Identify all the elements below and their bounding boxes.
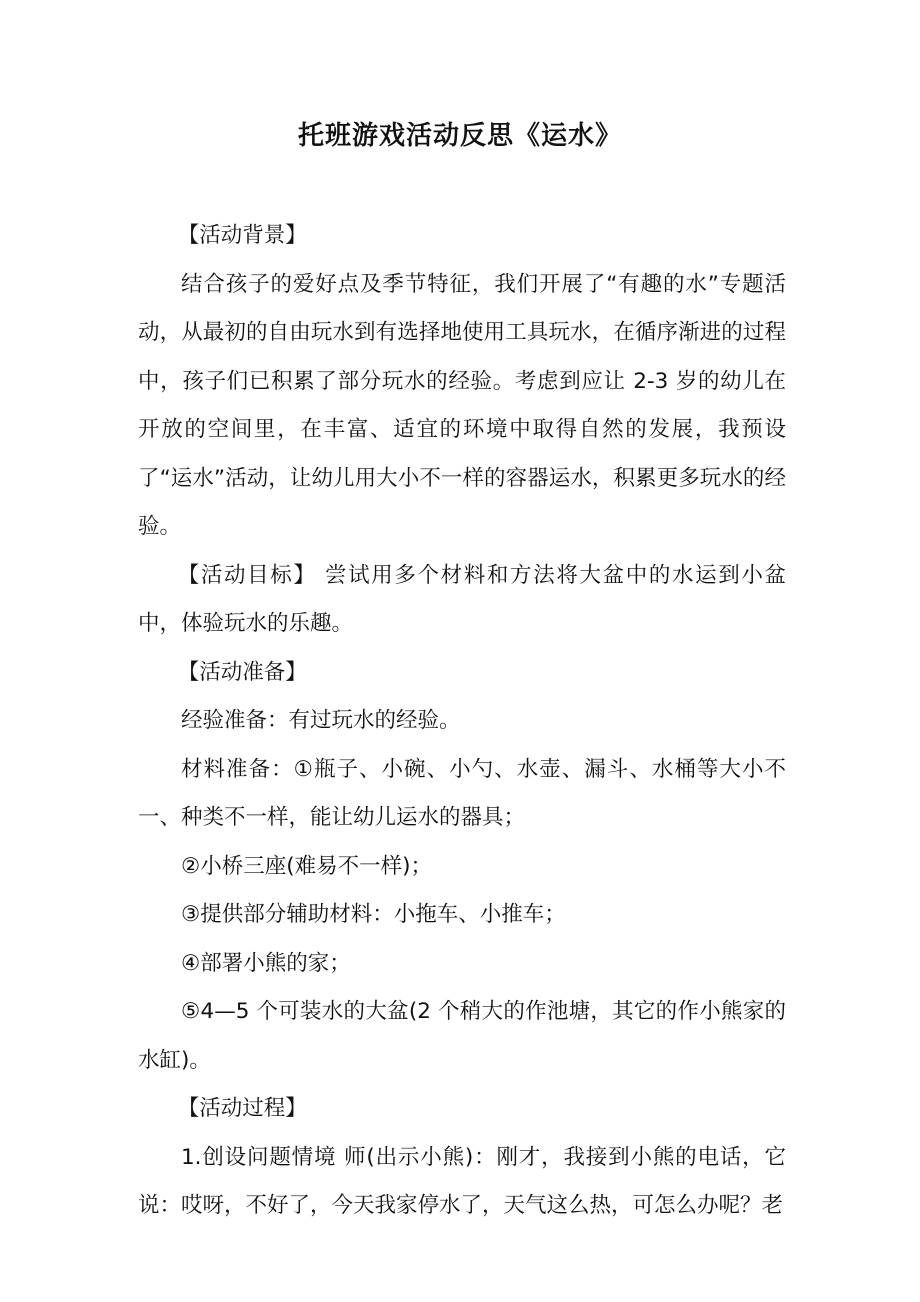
paragraph-material-prep: 材料准备：①瓶子、小碗、小勺、水壶、漏斗、水桶等大小不一、种类不一样，能让幼儿运水的器具； <box>138 756 786 830</box>
paragraph-experience-prep: 经验准备：有过玩水的经验。 <box>181 708 461 733</box>
section-heading-background: 【活动背景】 <box>177 223 307 248</box>
paragraph-bear-house: ④部署小熊的家； <box>181 950 351 976</box>
paragraph-process-step1: 1.创设问题情境 师(出示小熊)：刚才，我接到小熊的电话，它说：哎呀，不好了，今天我家停水了，天气这么热，可怎么办呢？老 <box>138 1144 786 1218</box>
paragraph-goal: 【活动目标】 尝试用多个材料和方法将大盆中的水运到小盆中，体验玩水的乐趣。 <box>138 562 786 636</box>
paragraph-bridges: ②小桥三座(难易不一样)； <box>181 853 433 879</box>
paragraph-basins: ⑤4—5 个可装水的大盆(2 个稍大的作池塘，其它的作小熊家的水缸)。 <box>138 999 786 1073</box>
section-heading-preparation: 【活动准备】 <box>177 659 307 685</box>
document-title: 托班游戏活动反思《运水》 <box>297 121 622 151</box>
section-heading-process: 【活动过程】 <box>177 1096 307 1121</box>
paragraph-background: 结合孩子的爱好点及季节特征，我们开展了“有趣的水”专题活动，从最初的自由玩水到有选择地使用工具玩水，在循序渐进的过程中，孩子们已积累了部分玩水的经验。考虑到应让 2-3 岁的幼儿在开放的空间里，在丰富、适宜的环境中取得自然的发展，我预设了“运水”活动，让幼儿用大小不一样的容器运水，积累更多玩水的经验。 <box>138 271 786 539</box>
document-body <box>138 212 786 1231</box>
paragraph-aux-materials: ③提供部分辅助材料：小拖车、小推车； <box>181 902 566 927</box>
